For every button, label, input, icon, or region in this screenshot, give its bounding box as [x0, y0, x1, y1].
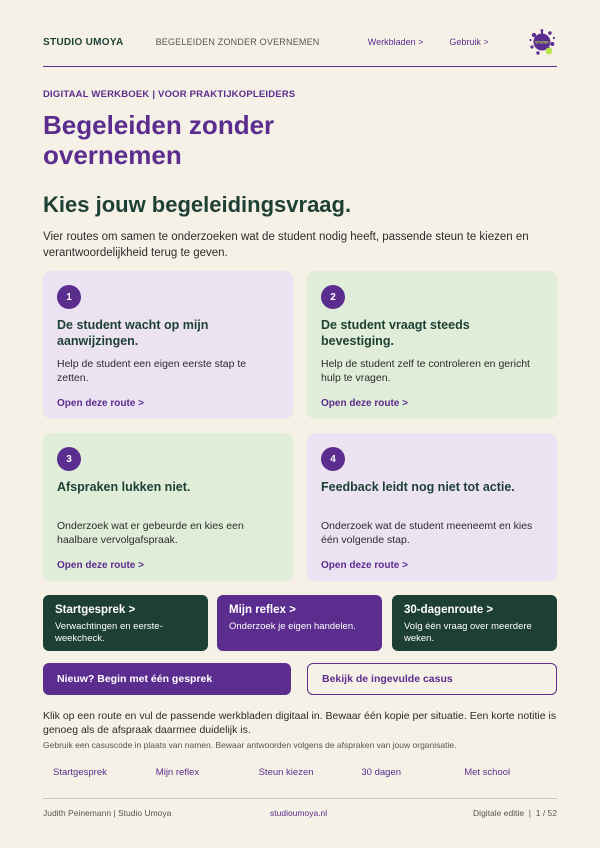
route-title: Feedback leidt nog niet tot actie. [321, 480, 515, 494]
bottom-nav-steun-kiezen[interactable]: Steun kiezen [258, 767, 314, 778]
route-title: Afspraken lukken niet. [57, 480, 191, 494]
route-title: De student wacht op mijn aanwijzingen. [57, 318, 209, 348]
view-case-button[interactable]: Bekijk de ingevulde casus [307, 663, 557, 695]
bottom-nav-mijn-reflex[interactable]: Mijn reflex [155, 767, 200, 778]
tile-title: Startgesprek > [55, 604, 136, 616]
footer-website-link[interactable]: studioumoya.nl [270, 808, 328, 818]
intro-text: Vier routes om samen te onderzoeken wat de student nodig heeft, passende steun te kiezen en verantwoordelijkheid terug te geven. [43, 231, 529, 259]
start-conversation-button[interactable]: Nieuw? Begin met één gesprek [43, 663, 291, 695]
route-number-badge: 3 [57, 447, 81, 471]
route-description: Onderzoek wat er gebeurde en kies een haalbare vervolgafspraak. [57, 520, 244, 546]
splash-logo-icon [527, 27, 557, 57]
route-number-badge: 4 [321, 447, 345, 471]
route-card-3[interactable] [43, 433, 293, 581]
instruction-note: Klik op een route en vul de passende werkbladen digitaal in. Bewaar één kopie per situatie. Een korte notitie is genoeg als de afspraak daarmee duidelijk is. [43, 710, 557, 736]
bottom-nav-startgesprek[interactable]: Startgesprek [53, 767, 107, 778]
route-card-1[interactable] [43, 271, 293, 419]
route-open-link[interactable]: Open deze route > [321, 398, 408, 409]
footer-page-info: Digitale editie | 1 / 52 [473, 808, 557, 818]
bottom-nav-met-school[interactable]: Met school [464, 767, 511, 778]
header [43, 26, 557, 58]
tile-title: Mijn reflex > [229, 604, 296, 616]
document-title: BEGELEIDEN ZONDER OVERNEMEN [155, 37, 320, 47]
nav-gebruik-link[interactable]: Gebruik > [449, 37, 489, 47]
route-description: Help de student zelf te controleren en gericht hulp te vragen. [321, 358, 530, 384]
route-title: De student vraagt steeds bevestiging. [321, 318, 470, 348]
nav-werkbladen-link[interactable]: Werkbladen > [367, 37, 424, 47]
footer-divider [43, 798, 557, 799]
route-open-link[interactable]: Open deze route > [321, 560, 408, 571]
route-number-badge: 2 [321, 285, 345, 309]
page [43, 0, 557, 848]
brand-name: STUDIO UMOYA [43, 36, 124, 48]
tile-30-dagenroute[interactable] [392, 595, 557, 651]
tile-description: Onderzoek je eigen handelen. [229, 621, 356, 632]
route-card-4[interactable] [307, 433, 557, 581]
tile-mijn-reflex[interactable] [217, 595, 382, 651]
bottom-nav-30-dagen[interactable]: 30 dagen [361, 767, 402, 778]
page-title: Begeleiden zonder overnemen [43, 110, 275, 170]
tile-title: 30-dagenroute > [404, 604, 494, 616]
route-description: Help de student een eigen eerste stap te zetten. [57, 358, 247, 384]
route-description: Onderzoek wat de student meeneemt en kies één volgende stap. [321, 520, 533, 546]
section-heading: Kies jouw begeleidingsvraag. [43, 192, 352, 217]
route-card-2[interactable] [307, 271, 557, 419]
header-divider [43, 66, 557, 67]
route-number-badge: 1 [57, 285, 81, 309]
kicker: DIGITAAL WERKBOEK | VOOR PRAKTIJKOPLEIDERS [43, 89, 296, 100]
logo-lettering: STUDIO [535, 40, 549, 45]
privacy-note: Gebruik een casuscode in plaats van namen. Bewaar antwoorden volgens de afspraken van jouw organisatie. [43, 740, 457, 750]
route-open-link[interactable]: Open deze route > [57, 560, 144, 571]
route-open-link[interactable]: Open deze route > [57, 398, 144, 409]
bottom-navigation [43, 767, 557, 778]
footer-author: Judith Peinemann | Studio Umoya [43, 808, 172, 818]
tile-description: Verwachtingen en eerste-weekcheck. [55, 621, 163, 644]
tile-startgesprek[interactable] [43, 595, 208, 651]
tile-description: Volg één vraag over meerdere weken. [404, 621, 532, 644]
